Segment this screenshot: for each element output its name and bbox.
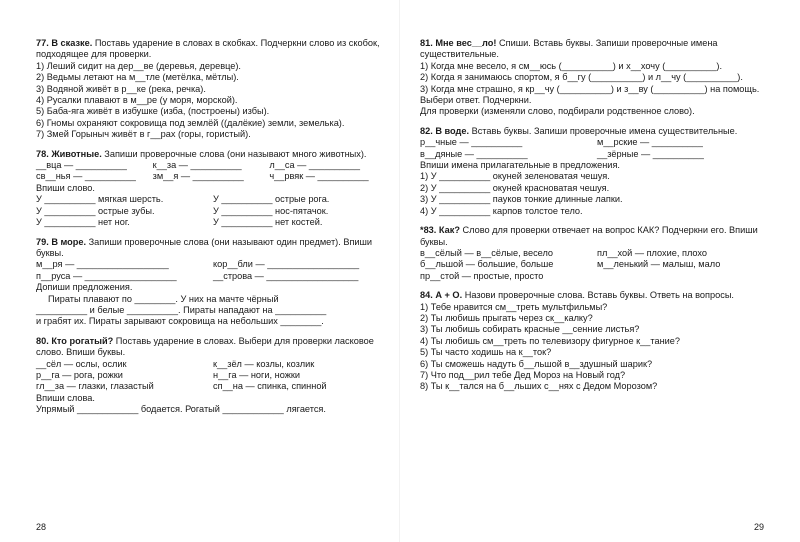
list-item: 1) Тебе нравится см__треть мультфильмы? xyxy=(420,301,608,312)
text-line: Для проверки (изменяли слово, подбирали родственное слово). xyxy=(420,106,695,117)
list-item: 3) Когда мне страшно, я кр__чу (__________) и з__ву (__________) на помощь. xyxy=(420,83,760,94)
fill-line: У __________ нет костей. xyxy=(213,217,323,228)
exercise-title: 80. Кто рогатый? xyxy=(36,335,114,346)
word-pairs xyxy=(36,259,380,282)
word-pair: __вца — __________ xyxy=(36,160,127,171)
exercise-task: Поставь ударение в словах в скобках. Подчеркни слово из скобок, подходящее для проверки. xyxy=(36,38,380,60)
word-pair: к__за — __________ xyxy=(152,160,242,171)
exercise-task: Запиши проверочные слова (они называют один предмет). Впиши буквы. xyxy=(36,236,373,258)
word-pair: м__рские — __________ xyxy=(597,137,703,148)
exercise-task: Поставь ударение в словах. Выбери для проверки ласковое слово. Впиши буквы. xyxy=(36,335,374,358)
word-pairs xyxy=(36,160,380,183)
list-item: 2) У __________ окуней красноватая чешуя. xyxy=(420,182,610,193)
list-item: 8) Ты к__тался на б__льших с__нях с Дедом Морозом? xyxy=(420,381,658,392)
exercise-task: Вставь буквы. Запиши проверочные имена существительные. xyxy=(469,125,738,136)
exercise-79 xyxy=(36,237,380,328)
word-pair: __сёл — ослы, ослик xyxy=(36,358,127,369)
exercise-task: Назови проверочные слова. Вставь буквы. Ответь на вопросы. xyxy=(462,290,734,301)
list-item: 6) Гномы охраняют сокровища под землёй ((далёкие) земли, земелька). xyxy=(36,117,345,128)
sub-task: Впиши слово. xyxy=(36,182,95,193)
word-pair: п__руса — __________________ xyxy=(36,270,177,281)
exercise-task: Запиши проверочные слова (они называют много животных). xyxy=(101,148,367,159)
word-pair: р__чные — __________ xyxy=(420,137,523,148)
list-item: 1) Когда мне весело, я см__юсь (__________) и х__хочу (__________). xyxy=(420,60,723,71)
list-item: 3) Ты любишь собирать красные __сенние листья? xyxy=(420,324,640,335)
exercise-77 xyxy=(36,38,380,141)
exercise-task: Слово для проверки отвечает на вопрос КАК? Подчеркни его. Впиши буквы. xyxy=(420,225,758,247)
list-item: 1) У __________ окуней зеленоватая чешуя. xyxy=(420,171,610,182)
list-item: 7) Что под__рил тебе Дед Мороз на Новый год? xyxy=(420,369,626,380)
fill-line: У __________ нет ног. xyxy=(36,217,130,228)
word-pair: в__сёлый — в__сёлые, весело xyxy=(420,247,554,258)
word-pair: б__льшой — большие, больше xyxy=(420,259,554,270)
page-number: 29 xyxy=(753,522,764,532)
exercise-80 xyxy=(36,336,380,416)
text-line: Пираты плавают по ________. У них на мачте чёрный xyxy=(48,293,279,304)
exercise-81 xyxy=(420,38,764,118)
word-pair: к__зёл — козлы, козлик xyxy=(213,358,315,369)
sub-task: Допиши предложения. xyxy=(36,282,133,293)
exercise-title: 77. В сказке. xyxy=(36,38,93,48)
word-pair: м__ря — __________________ xyxy=(36,259,169,270)
exercise-82 xyxy=(420,126,764,217)
word-pair: н__га — ноги, ножки xyxy=(213,369,300,380)
word-pairs xyxy=(420,248,764,282)
word-pair: зм__я — __________ xyxy=(152,171,244,182)
list-item: 2) Ведьмы летают на м__тле (метёлка, мётлы). xyxy=(36,72,239,83)
list-item: 2) Ты любишь прыгать через ск__калку? xyxy=(420,312,593,323)
word-pair: гл__за — глазки, глазастый xyxy=(36,381,154,392)
list-item: 7) Змей Горыныч живёт в г__рах (горы, гористый). xyxy=(36,129,251,140)
list-item: 4) У __________ карпов толстое тело. xyxy=(420,205,583,216)
word-pairs xyxy=(420,137,764,160)
list-item: 1) Леший сидит на дер__ве (деревья, деревце). xyxy=(36,60,241,71)
word-pair: ч__рвяк — __________ xyxy=(269,171,369,182)
exercise-title: 84. А + О. xyxy=(420,290,463,301)
list-item: 4) Ты любишь см__треть по телевизору фигурное к__тание? xyxy=(420,335,681,346)
exercise-title: 78. Животные. xyxy=(36,148,102,159)
fill-line: У __________ мягкая шерсть. xyxy=(36,194,164,205)
word-pair: сп__на — спинка, спинной xyxy=(213,381,327,392)
word-pair: л__са — __________ xyxy=(269,160,361,171)
text-line: Упрямый ____________ бодается. Рогатый ____________ лягается. xyxy=(36,404,326,415)
list-item: 6) Ты сможешь надуть б__льшой в__здушный шарик? xyxy=(420,358,653,369)
sub-task: Выбери ответ. Подчеркни. xyxy=(420,95,532,106)
list-item: 5) Баба-яга живёт в избушке (изба, (построены) избы). xyxy=(36,106,270,117)
exercise-title: *83. Как? xyxy=(420,225,460,236)
exercise-title: 81. Мне вес__ло! xyxy=(420,38,497,48)
exercise-84 xyxy=(420,290,764,393)
word-pair: св__нья — __________ xyxy=(36,171,136,182)
word-pair: в__дяные — __________ xyxy=(420,148,528,159)
exercise-78 xyxy=(36,149,380,229)
exercise-title: 79. В море. xyxy=(36,236,87,247)
list-item: 5) Ты часто ходишь на к__ток? xyxy=(420,347,552,358)
word-pair: м__ленький — малыш, мало xyxy=(597,259,721,270)
fill-line: У __________ нос-пятачок. xyxy=(213,205,329,216)
word-pair: пл__хой — плохие, плохо xyxy=(597,247,708,258)
fill-line: У __________ острые зубы. xyxy=(36,205,155,216)
word-pair: __зёрные — __________ xyxy=(597,148,704,159)
list-item: 2) Когда я занимаюсь спортом, я б__гу (__________) и л__чу (__________). xyxy=(420,72,743,83)
sub-task: Впиши имена прилагательные в предложения. xyxy=(420,160,620,171)
list-item: 3) Водяной живёт в р__ке (река, речка). xyxy=(36,83,206,94)
list-item: 4) Русалки плавают в м__ре (у моря, морской). xyxy=(36,95,238,106)
list-item: 3) У __________ пауков тонкие длинные лапки. xyxy=(420,194,623,205)
sub-task: Впиши слова. xyxy=(36,392,95,403)
word-pair: пр__стой — простые, просто xyxy=(420,270,544,281)
exercise-task: Спиши. Вставь буквы. Запиши проверочные имена существительные. xyxy=(420,38,718,60)
text-line: и грабят их. Пираты зарывают сокровища на небольших ________. xyxy=(36,316,324,327)
exercise-83 xyxy=(420,225,764,282)
word-pair: р__га — рога, рожки xyxy=(36,369,123,380)
word-pairs xyxy=(36,359,380,393)
word-pair: __строва — __________________ xyxy=(213,270,359,281)
page-number: 28 xyxy=(36,522,47,532)
right-page xyxy=(400,0,800,542)
fill-line: У __________ острые рога. xyxy=(213,194,330,205)
exercise-title: 82. В воде. xyxy=(420,125,470,136)
fill-rows xyxy=(36,194,380,228)
text-line: __________ и белые __________. Пираты нападают на __________ xyxy=(36,304,327,315)
word-pair: кор__бли — __________________ xyxy=(213,259,360,270)
